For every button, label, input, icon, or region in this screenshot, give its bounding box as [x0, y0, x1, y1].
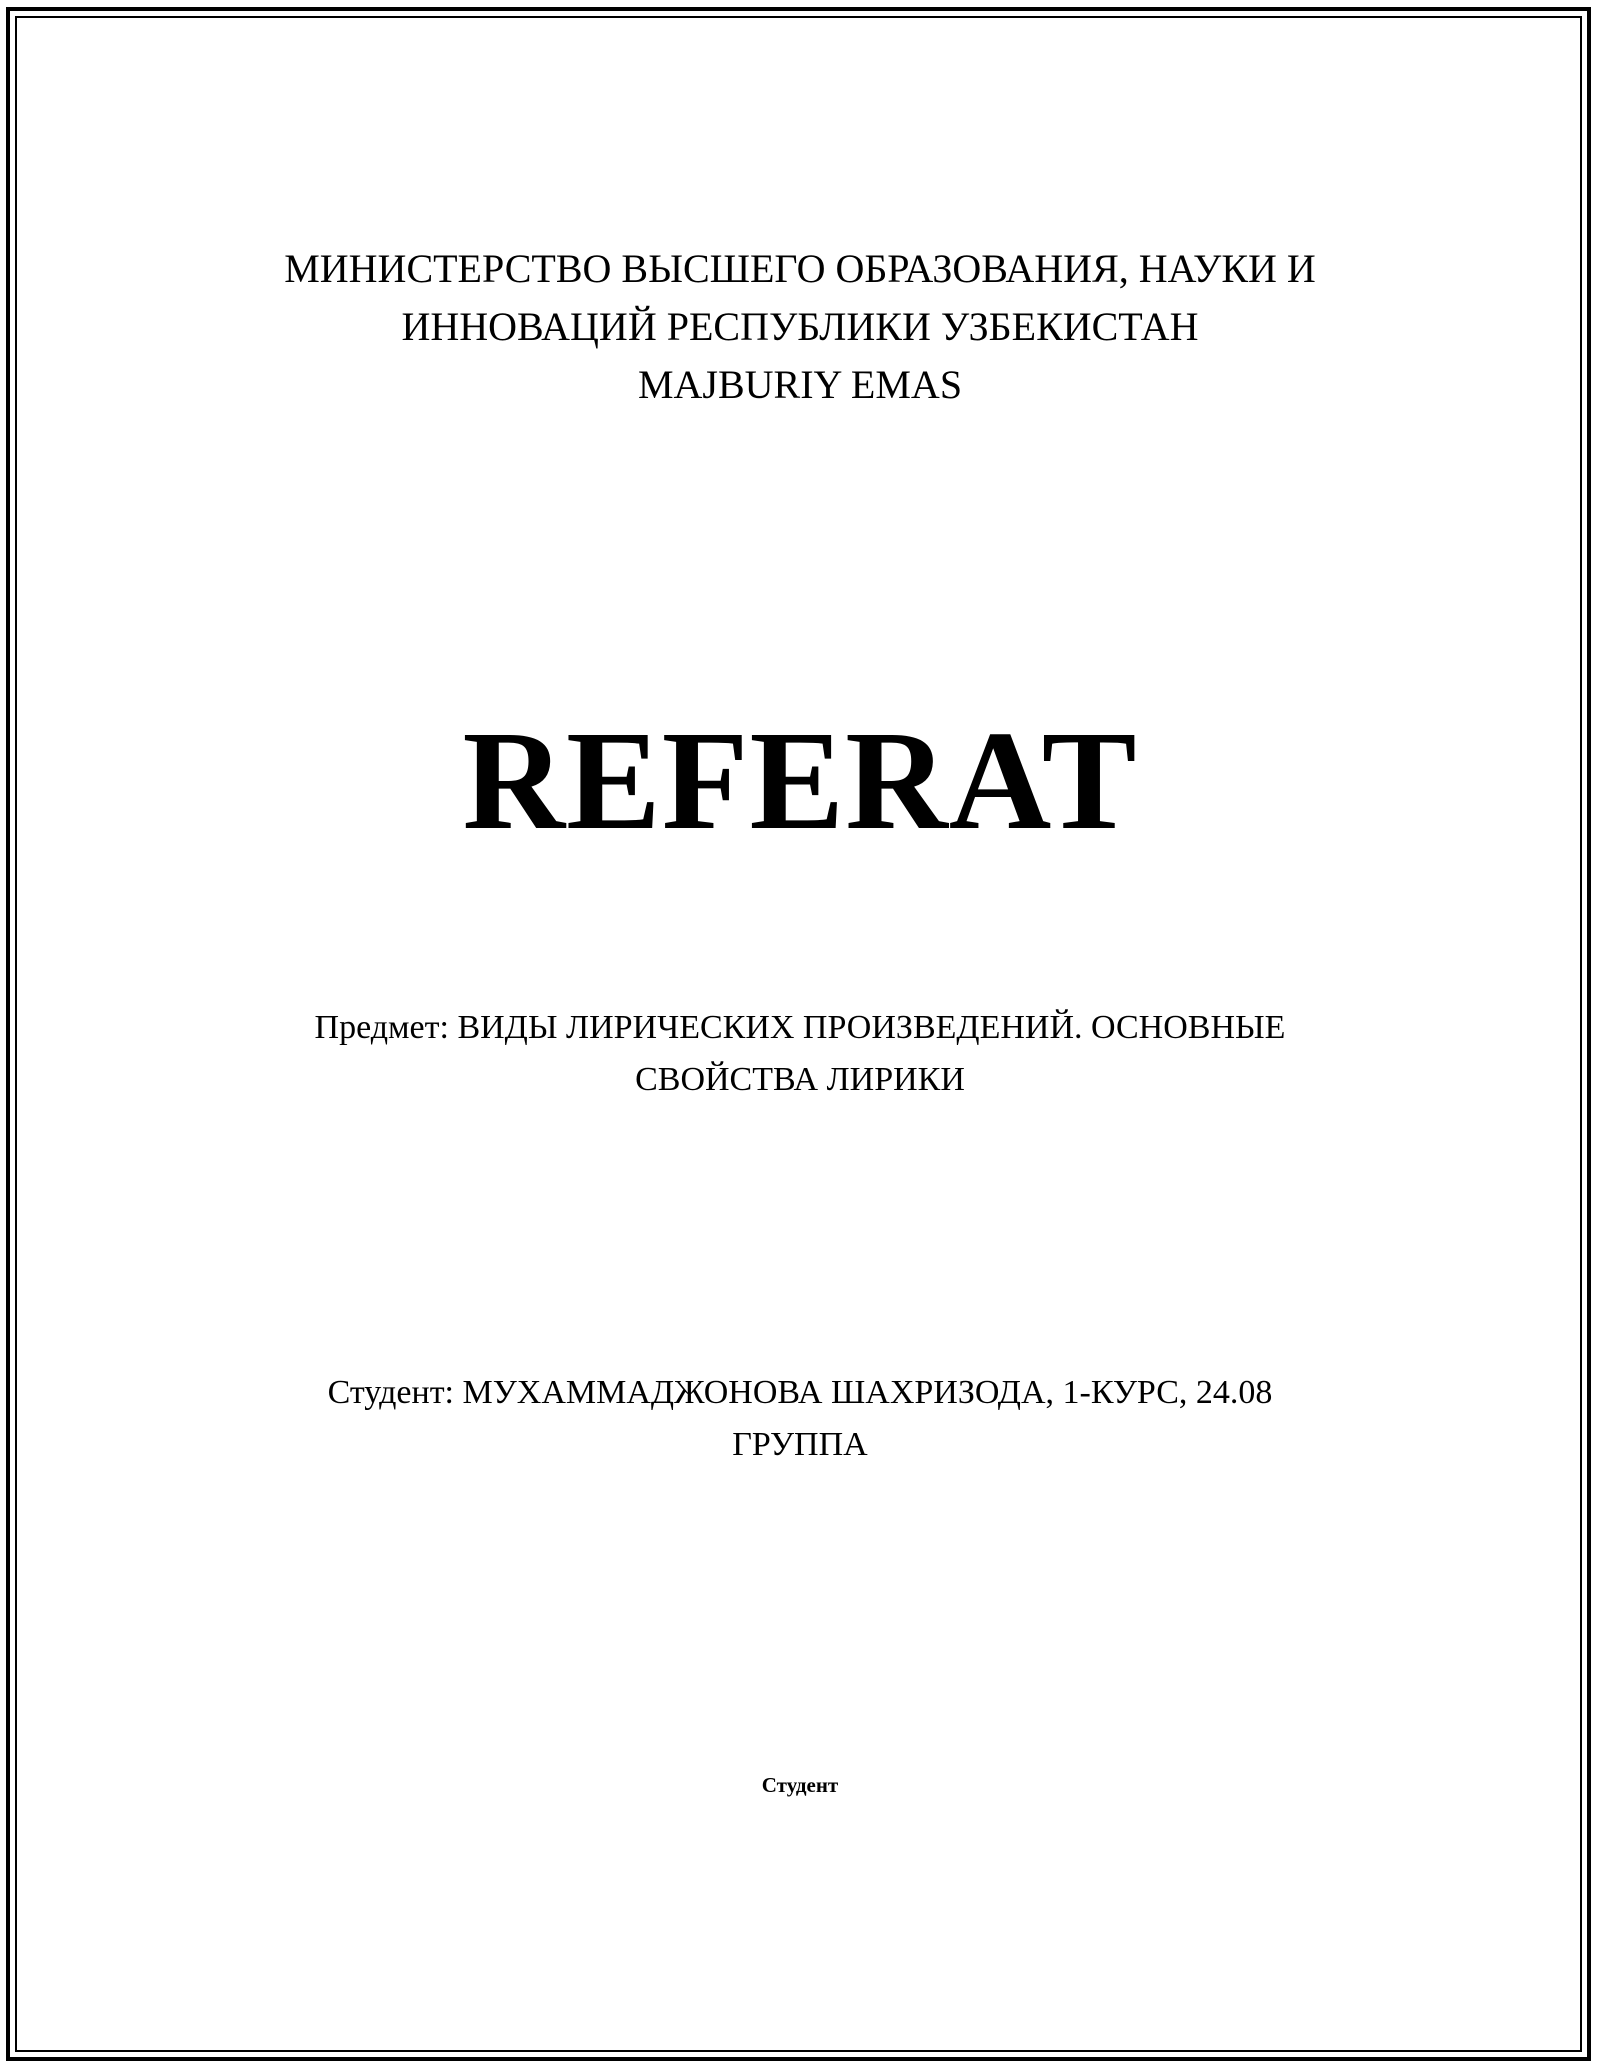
student-block	[0, 1367, 1600, 1471]
subject-block	[0, 1002, 1600, 1106]
ministry-line-2: ИННОВАЦИЙ РЕСПУБЛИКИ УЗБЕКИСТАН	[401, 304, 1199, 349]
ministry-line-3: MAJBURIY EMAS	[637, 362, 963, 407]
student-line-1: Студент: МУХАММАДЖОНОВА ШАХРИЗОДА, 1-КУРС, 24.08	[327, 1374, 1273, 1411]
student-line-2: ГРУППА	[732, 1426, 868, 1463]
student-signature-label: Студент	[761, 1773, 839, 1797]
ministry-header	[0, 240, 1600, 414]
subject-line-2: СВОЙСТВА ЛИРИКИ	[635, 1061, 965, 1098]
ministry-line-1: МИНИСТЕРСТВО ВЫСШЕГО ОБРАЗОВАНИЯ, НАУКИ И	[284, 246, 1316, 291]
subject-line-1: Предмет: ВИДЫ ЛИРИЧЕСКИХ ПРОИЗВЕДЕНИЙ. ОСНОВНЫЕ	[314, 1009, 1286, 1046]
document-title: REFERAT	[462, 701, 1138, 859]
